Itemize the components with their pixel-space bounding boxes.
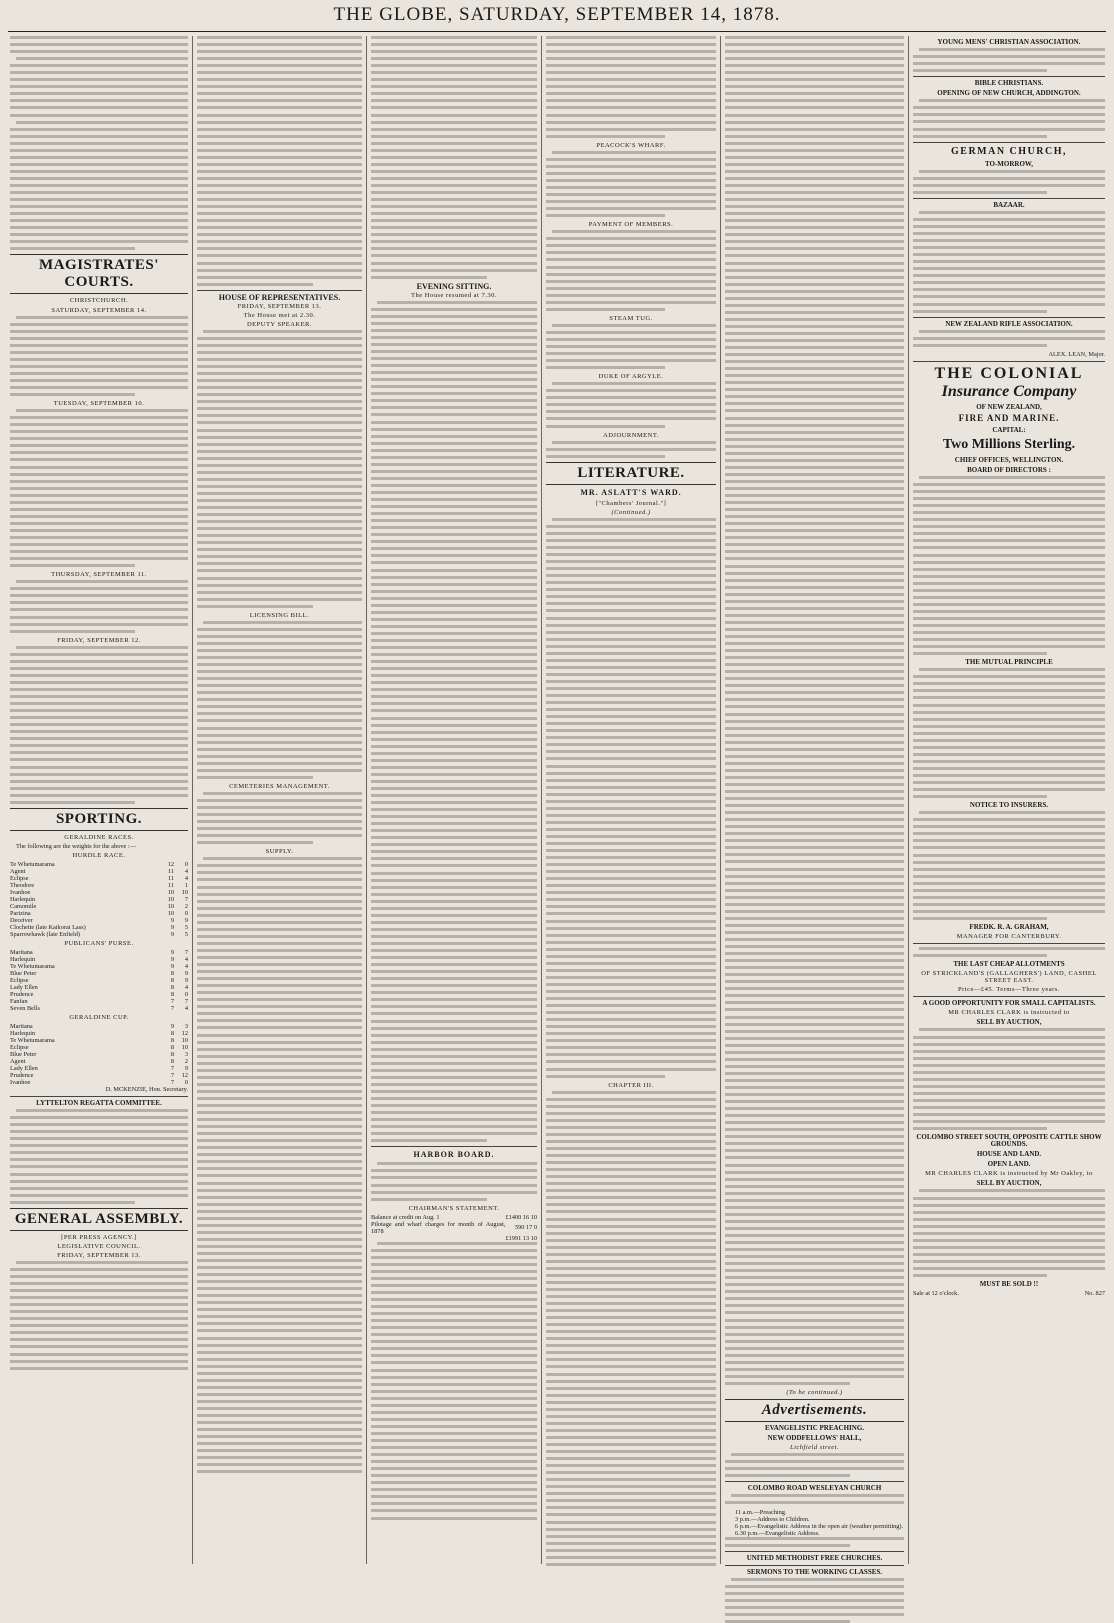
col4-lead-text <box>546 36 716 138</box>
entry-name: Camomile <box>10 902 37 910</box>
notice-heading: NOTICE TO INSURERS. <box>969 801 1049 810</box>
magistrates-heading: MAGISTRATES' COURTS. <box>10 254 188 294</box>
publicans-entry <box>10 977 188 984</box>
harbor-report-cont <box>371 1242 537 1520</box>
entry-value: 0 <box>184 990 188 998</box>
story-source: ["Chambers' Journal."] <box>595 499 667 507</box>
colombo-service: 6.30 p.m.—Evangelistic Address. <box>735 1529 820 1537</box>
mutual-text <box>913 668 1105 798</box>
house-date: FRIDAY, SEPTEMBER 13. <box>237 302 322 310</box>
entry-value: 10 <box>181 1037 188 1045</box>
colonial-subtitle: Insurance Company <box>941 382 1077 400</box>
must-sell: MUST BE SOLD !! <box>979 1280 1039 1289</box>
supply-report <box>197 857 362 1473</box>
press-agency: [PER PRESS AGENCY.] <box>61 1233 137 1241</box>
entry-value: 1 <box>184 881 188 889</box>
bazaar-heading: BAZAAR. <box>993 200 1025 209</box>
entry-value: 8 <box>170 990 174 998</box>
cup-entry <box>10 1023 188 1030</box>
colombo-ad-foot <box>725 1537 904 1547</box>
entry-value: 7 <box>184 895 188 903</box>
council-date: FRIDAY, SEPTEMBER 13. <box>57 1251 141 1259</box>
entry-value: 9 <box>184 1065 188 1073</box>
column-5 <box>725 36 904 1576</box>
court-date: SATURDAY, SEPTEMBER 14. <box>51 306 147 314</box>
cup-entry <box>10 1030 188 1037</box>
evening-heading: EVENING SITTING. <box>416 281 492 291</box>
entry-value: 12 <box>181 1072 188 1080</box>
divider <box>10 1096 188 1097</box>
cup-entry <box>10 1044 188 1051</box>
entry-value: 8 <box>170 1030 174 1038</box>
entry-name: Maritana <box>10 1023 33 1031</box>
colonial-title: THE COLONIAL <box>934 364 1084 382</box>
entry-value: 0 <box>184 1079 188 1087</box>
court-date: TUESDAY, SEPTEMBER 10. <box>53 400 145 408</box>
entry-value: 10 <box>167 902 174 910</box>
colombo-service: 6 p.m.—Evangelistic Address in the open air (weather permitting). <box>735 1522 904 1530</box>
court-date: THURSDAY, SEPTEMBER 11. <box>51 571 147 579</box>
divider <box>913 361 1105 362</box>
publicans-entry <box>10 956 188 963</box>
entry-value: 12 <box>181 1030 188 1038</box>
hurdle-entry <box>10 924 188 931</box>
entry-value: 4 <box>184 867 188 875</box>
agent-name: FREDK. R. A. GRAHAM, <box>969 922 1049 931</box>
court-date: FRIDAY, SEPTEMBER 12. <box>57 636 141 644</box>
entry-name: Eclipse <box>10 1044 29 1052</box>
entry-value: 7 <box>170 1065 174 1073</box>
publicans-entry <box>10 963 188 970</box>
lichfield-line: Lichfield street. <box>789 1444 840 1452</box>
auction-1-text <box>913 1028 1105 1130</box>
colombo-heading: COLOMBO ROAD WESLEYAN CHURCH <box>747 1484 882 1493</box>
argyle-report <box>546 382 716 427</box>
colombo-ad <box>725 1494 904 1504</box>
entry-value: 7 <box>184 997 188 1005</box>
adjournment-report <box>546 441 716 458</box>
col3-lead-text <box>371 36 537 279</box>
agent-title: MANAGER FOR CANTERBURY. <box>956 933 1062 941</box>
entry-value: 4 <box>184 874 188 882</box>
colombo-service: 11 a.m.—Preaching. <box>735 1508 787 1516</box>
entry-value: 2 <box>184 1058 188 1066</box>
entry-name: Prudence <box>10 1072 34 1080</box>
argyle-heading: DUKE OF ARGYLE. <box>598 373 664 381</box>
cup-table <box>10 1023 188 1086</box>
divider <box>913 943 1105 944</box>
open-land-heading: OPEN LAND. <box>987 1160 1031 1169</box>
adjournment-heading: ADJOURNMENT. <box>603 431 659 439</box>
entry-name: Lady Ellen <box>10 983 38 991</box>
hurdle-entry <box>10 903 188 910</box>
court-report <box>10 316 188 397</box>
hurdle-entry <box>10 861 188 868</box>
council-heading: LEGISLATIVE COUNCIL. <box>57 1242 141 1250</box>
clark-instructed: MR CHARLES CLARK is instructed to <box>948 1009 1070 1017</box>
entry-value: 8 <box>170 976 174 984</box>
entry-value: 9 <box>170 955 174 963</box>
entry-value: 8 <box>170 983 174 991</box>
statement-label: Pilotage and wharf charges for month of August, 1878 <box>371 1220 506 1235</box>
assembly-heading: GENERAL ASSEMBLY. <box>10 1208 188 1231</box>
column-separator <box>908 36 909 1564</box>
entry-name: Eclipse <box>10 874 29 882</box>
entry-value: 11 <box>167 867 174 875</box>
cemeteries-heading: CEMETERIES MANAGEMENT. <box>229 782 330 790</box>
opening-heading: OPENING OF NEW CHURCH, ADDINGTON. <box>937 89 1081 98</box>
peacock-heading: PEACOCK'S WHARF. <box>596 141 666 149</box>
deputy-heading: DEPUTY SPEAKER. <box>246 320 313 328</box>
entry-value: 2 <box>184 902 188 910</box>
preaching-ad <box>725 1453 904 1477</box>
oddfellows-heading: NEW ODDFELLOWS' HALL, <box>767 1434 862 1443</box>
publicans-entry <box>10 998 188 1005</box>
supply-heading: SUPPLY. <box>265 848 294 856</box>
cup-entry <box>10 1065 188 1072</box>
mutual-heading: THE MUTUAL PRINCIPLE <box>965 658 1053 667</box>
entry-value: 8 <box>170 1037 174 1045</box>
entry-name: Blue Peter <box>10 1051 37 1059</box>
ymca-ad <box>913 48 1105 72</box>
entry-name: Eclipse <box>10 976 29 984</box>
entry-name: Harlequin <box>10 955 36 963</box>
house-time: The House met at 2.30. <box>243 311 316 319</box>
entry-name: Harlequin <box>10 1030 36 1038</box>
statement-label: Balance at credit on Aug. 1 <box>371 1213 440 1221</box>
bible-heading: BIBLE CHRISTIANS. <box>974 79 1044 88</box>
entry-value: 10 <box>167 888 174 896</box>
united-heading: UNITED METHODIST FREE CHURCHES. <box>746 1553 883 1562</box>
hurdle-entry <box>10 917 188 924</box>
german-ad <box>913 170 1105 194</box>
publicans-entry <box>10 991 188 998</box>
auction-2-text <box>913 1189 1105 1277</box>
column-3 <box>371 36 537 1564</box>
strickland-line: OF STRICKLAND'S (GALLAGHERS') LAND, CASHEL STREET EAST. <box>921 970 1097 985</box>
story-text-2 <box>546 1091 716 1566</box>
court-report <box>10 580 188 632</box>
colombo-service: 3 p.m.—Address to Children. <box>735 1515 810 1523</box>
publicans-entry <box>10 970 188 977</box>
steam-tug-heading: STEAM TUG. <box>609 314 653 322</box>
col1-lead-text <box>10 36 188 250</box>
peacock-report <box>546 151 716 217</box>
publicans-entry <box>10 984 188 991</box>
sermons-ad <box>725 1578 904 1623</box>
entry-value: 7 <box>170 997 174 1005</box>
entry-name: Harlequin <box>10 895 36 903</box>
members-heading: PAYMENT OF MEMBERS. <box>588 221 674 229</box>
entry-value: 8 <box>170 969 174 977</box>
capital-value: Two Millions Sterling. <box>942 436 1076 452</box>
evening-time: The House resumed at 7.30. <box>411 291 497 299</box>
statement-amount: £1991 13 10 <box>505 1234 537 1242</box>
regatta-report <box>10 1109 188 1204</box>
cup-entry <box>10 1079 188 1086</box>
entry-value: 8 <box>170 1051 174 1059</box>
divider <box>913 317 1105 318</box>
divider <box>913 76 1105 77</box>
council-report <box>10 1261 188 1370</box>
divider <box>197 290 362 291</box>
entry-name: Seven Bells <box>10 1004 40 1012</box>
statement-row <box>371 1221 537 1235</box>
regatta-heading: LYTTELTON REGATTA COMMITTEE. <box>36 1099 162 1108</box>
court-report <box>10 646 188 804</box>
entry-value: 9 <box>170 1023 174 1031</box>
entry-value: 9 <box>184 916 188 924</box>
entry-value: 9 <box>170 916 174 924</box>
statement-row <box>371 1214 537 1221</box>
geraldine-intro: The following are the weights for the above :— <box>16 842 136 850</box>
divider <box>371 1146 537 1147</box>
german-sub: TO-MORROW, <box>984 159 1034 168</box>
entry-name: Ivanhoe <box>10 1079 31 1087</box>
entry-value: 7 <box>170 1072 174 1080</box>
entry-value: 11 <box>167 881 174 889</box>
column-1 <box>10 36 188 1564</box>
entry-name: Lady Ellen <box>10 1065 38 1073</box>
entry-name: Sparrowhawk (late Enfield) <box>10 930 80 938</box>
entry-value: 9 <box>184 969 188 977</box>
hurdle-entry <box>10 896 188 903</box>
entry-name: Clochette (late Kaikorai Lass) <box>10 923 86 931</box>
entry-value: 4 <box>184 1004 188 1012</box>
entry-value: 4 <box>184 962 188 970</box>
licensing-heading: LICENSING BILL. <box>249 611 310 619</box>
german-heading: GERMAN CHURCH, <box>951 145 1067 157</box>
statement-amount: 590 17 0 <box>514 1224 537 1232</box>
entry-value: 3 <box>184 1051 188 1059</box>
chief-offices: CHIEF OFFICES, WELLINGTON. <box>954 455 1064 464</box>
entry-value: 0 <box>184 860 188 868</box>
entry-value: 11 <box>167 874 174 882</box>
statement-row <box>371 1235 537 1242</box>
entry-value: 9 <box>184 976 188 984</box>
story-continued: (Continued.) <box>611 508 651 516</box>
entry-value: 4 <box>184 955 188 963</box>
clark-instructed-2: MR CHARLES CLARK is instructed by Mr Oakley, to <box>925 1170 1093 1178</box>
preaching-heading: EVANGELISTIC PREACHING. <box>764 1424 865 1433</box>
evening-report <box>371 301 537 1143</box>
hurdle-entry <box>10 889 188 896</box>
entry-name: Te Whetumarama <box>10 860 55 868</box>
statement-label <box>371 1235 506 1242</box>
entry-value: 12 <box>167 860 174 868</box>
sporting-heading: SPORTING. <box>10 808 188 831</box>
entry-name: Agent <box>10 867 26 875</box>
story-text-3 <box>725 36 904 1385</box>
entry-value: 9 <box>170 948 174 956</box>
literature-heading: LITERATURE. <box>546 462 716 485</box>
publicans-heading: PUBLICANS' PURSE. <box>64 939 134 947</box>
rifle-signature: ALEX. LEAN, Major. <box>1048 350 1105 358</box>
capital-label: CAPITAL: <box>992 425 1026 434</box>
entry-value: 8 <box>170 1058 174 1066</box>
board-heading: BOARD OF DIRECTORS : <box>967 465 1051 474</box>
column-separator <box>541 36 542 1564</box>
rifle-ad <box>913 330 1105 347</box>
entry-value: 7 <box>170 1079 174 1087</box>
hurdle-entry <box>10 868 188 875</box>
hurdle-table <box>10 861 188 938</box>
ymca-heading: YOUNG MENS' CHRISTIAN ASSOCIATION. <box>937 38 1081 46</box>
entry-value: 7 <box>170 1004 174 1012</box>
divider <box>913 142 1105 143</box>
entry-value: 8 <box>170 1044 174 1052</box>
christchurch-heading: CHRISTCHURCH. <box>69 297 129 305</box>
bazaar-ad <box>913 211 1105 313</box>
rifle-heading: NEW ZEALAND RIFLE ASSOCIATION. <box>945 319 1073 328</box>
hurdle-heading: HURDLE RACE. <box>72 851 126 859</box>
board-list <box>913 476 1105 655</box>
house-heading: HOUSE OF REPRESENTATIVES. <box>218 292 341 302</box>
house-land-heading: HOUSE AND LAND. <box>976 1150 1042 1159</box>
masthead-rule <box>8 31 1106 32</box>
column-separator <box>366 36 367 1564</box>
col2-lead-text <box>197 36 362 286</box>
publicans-entry <box>10 949 188 956</box>
divider <box>725 1551 904 1552</box>
hurdle-entry <box>10 875 188 882</box>
harbor-report <box>371 1162 537 1200</box>
colonial-insurance-ad <box>913 365 1105 474</box>
colonial-fire: FIRE AND MARINE. <box>958 412 1060 423</box>
cemeteries-report <box>197 792 362 844</box>
licensing-report <box>197 621 362 779</box>
statement-amount: £1400 16 10 <box>505 1213 537 1221</box>
cup-entry <box>10 1072 188 1079</box>
entry-name: Te Whetumarama <box>10 1037 55 1045</box>
members-report <box>546 230 716 311</box>
advertisements-heading: Advertisements. <box>725 1399 904 1422</box>
divider <box>913 996 1105 997</box>
entry-value: 10 <box>167 909 174 917</box>
house-report <box>197 330 362 608</box>
entry-name: Deceiver <box>10 916 33 924</box>
hurdle-entry <box>10 910 188 917</box>
sell-by-auction: SELL BY AUCTION, <box>976 1018 1042 1027</box>
colonial-of: OF NEW ZEALAND, <box>976 402 1042 411</box>
column-2 <box>197 36 362 1564</box>
divider <box>725 1565 904 1566</box>
entry-value: 7 <box>184 948 188 956</box>
entry-name: Parizina <box>10 909 31 917</box>
story-title: MR. ASLATT'S WARD. <box>580 487 682 497</box>
column-separator <box>192 36 193 1564</box>
hurdle-entry <box>10 931 188 938</box>
sale-footer <box>913 1290 1105 1297</box>
entry-name: Te Whetumarama <box>10 962 55 970</box>
entry-name: Blue Peter <box>10 969 37 977</box>
court-report <box>10 409 188 567</box>
statement-table <box>371 1214 537 1242</box>
masthead: THE GLOBE, SATURDAY, SEPTEMBER 14, 1878. <box>333 4 781 25</box>
entry-value: 10 <box>181 888 188 896</box>
entry-value: 3 <box>184 1023 188 1031</box>
chapter-heading: CHAPTER III. <box>608 1081 654 1089</box>
price-line: Price—£45. Terms—Three years. <box>957 986 1060 994</box>
harbor-heading: HARBOR BOARD. <box>413 1150 495 1160</box>
column-4 <box>546 36 716 1564</box>
entry-name: Fanfan <box>10 997 28 1005</box>
entry-name: Agent <box>10 1058 26 1066</box>
cup-heading: GERALDINE CUP. <box>69 1013 129 1021</box>
allotments-intro <box>913 947 1105 957</box>
sale-number: No. 827 <box>1084 1290 1105 1298</box>
entry-value: 0 <box>184 909 188 917</box>
sermons-heading: SERMONS TO THE WORKING CLASSES. <box>746 1567 883 1576</box>
column-6 <box>913 36 1105 1564</box>
divider <box>725 1481 904 1482</box>
steam-tug-report <box>546 324 716 369</box>
sale-time: Sale at 12 o'clock. <box>913 1290 959 1298</box>
entry-name: Prudence <box>10 990 34 998</box>
entry-value: 10 <box>181 1044 188 1052</box>
cup-entry <box>10 1058 188 1065</box>
entry-value: 5 <box>184 930 188 938</box>
entry-value: 5 <box>184 923 188 931</box>
entry-value: 9 <box>170 930 174 938</box>
entry-name: Ivanhoe <box>10 888 31 896</box>
entry-value: 9 <box>170 923 174 931</box>
geraldine-heading: GERALDINE RACES. <box>64 833 134 841</box>
notice-text <box>913 811 1105 920</box>
showgrounds-heading: COLOMBO STREET SOUTH, OPPOSITE CATTLE SHOW GROUNDS. <box>916 1133 1102 1149</box>
entry-value: 10 <box>167 895 174 903</box>
publicans-entry <box>10 1005 188 1012</box>
story-text <box>546 518 716 1078</box>
hurdle-entry <box>10 882 188 889</box>
entry-name: Theodore <box>10 881 35 889</box>
opportunity-heading: A GOOD OPPORTUNITY FOR SMALL CAPITALISTS. <box>922 999 1096 1008</box>
to-be-continued: (To be continued.) <box>786 1389 843 1396</box>
publicans-table <box>10 949 188 1012</box>
entry-value: 4 <box>184 983 188 991</box>
divider <box>913 198 1105 199</box>
chairman-heading: CHAIRMAN'S STATEMENT. <box>408 1204 500 1212</box>
cup-entry <box>10 1037 188 1044</box>
racing-signature: D. MCKENZIE, Hon. Secretary. <box>105 1086 188 1094</box>
cup-entry <box>10 1051 188 1058</box>
allotments-heading: THE LAST CHEAP ALLOTMENTS <box>953 960 1065 969</box>
entry-name: Maritana <box>10 948 33 956</box>
entry-value: 9 <box>170 962 174 970</box>
sell-by-auction-2: SELL BY AUCTION, <box>976 1179 1042 1188</box>
column-separator <box>720 36 721 1564</box>
opening-ad <box>913 99 1105 137</box>
